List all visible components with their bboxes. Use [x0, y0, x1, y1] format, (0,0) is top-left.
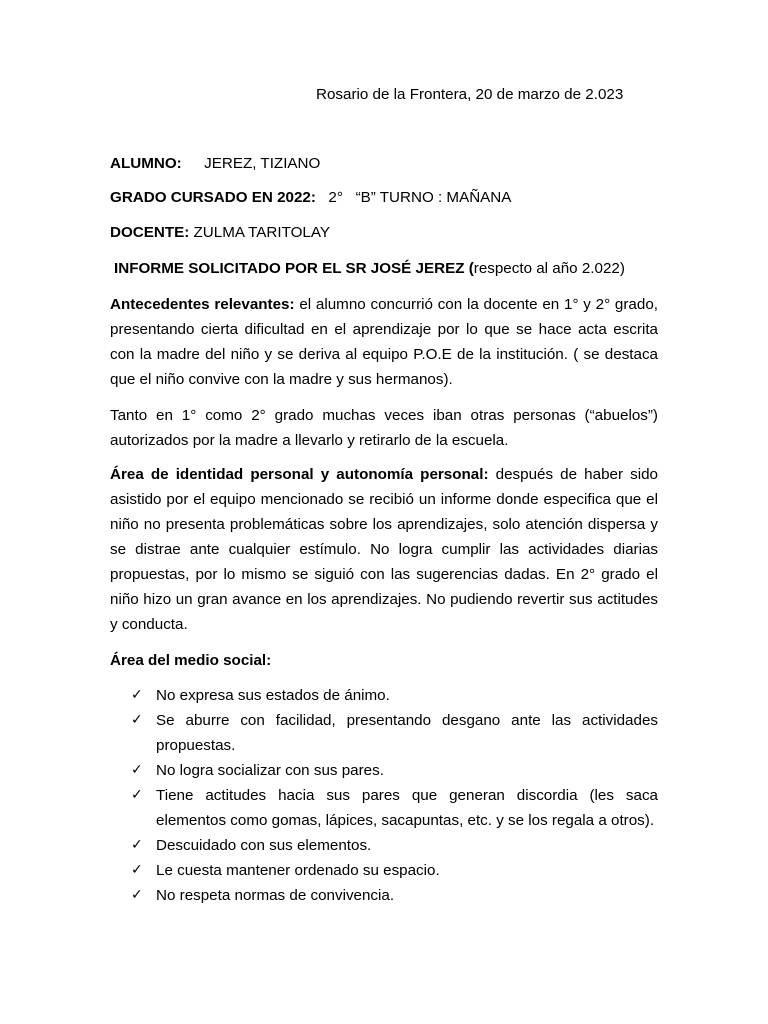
identidad-text: después de haber sido asistido por el equipo mencionado se recibió un informe donde especifica que el niño no presenta problemáticas sobre los aprendizajes, solo atención dispersa y se distrae ante cualquier estímulo. No logra cumplir las actividades diarias propuestas, por lo mismo se siguió con las sugerencias dadas. En 2° grado el niño hizo un gran avance en los aprendizajes. No pudiendo revertir sus actitudes y conducta. — [110, 466, 658, 633]
grado-line — [110, 188, 511, 208]
check-icon: ✓ — [131, 862, 143, 878]
medio-social-heading — [110, 651, 271, 671]
medio-social-checklist — [110, 683, 658, 908]
alumno-label: ALUMNO: — [110, 155, 182, 172]
check-icon: ✓ — [131, 712, 143, 728]
identidad-paragraph — [110, 462, 658, 637]
tanto-text: Tanto en 1° como 2° grado muchas veces iban otras personas (“abuelos”) autorizados por la madre a llevarlo y retirarlo de la escuela. — [110, 407, 658, 449]
grado-label: GRADO CURSADO EN 2022: — [110, 189, 316, 206]
list-item: ✓ Le cuesta mantener ordenado su espacio. — [110, 858, 658, 883]
check-icon: ✓ — [131, 787, 143, 803]
grado-value: 2° “B” TURNO : MAÑANA — [328, 189, 512, 206]
list-item: ✓ Se aburre con facilidad, presentando desgano ante las actividades propuestas. — [110, 708, 658, 758]
place-date: Rosario de la Frontera, 20 de marzo de 2.023 — [316, 86, 624, 103]
report-title-rest: respecto al año 2.022) — [473, 260, 625, 277]
check-icon: ✓ — [131, 762, 143, 778]
list-item: ✓ No logra socializar con sus pares. — [110, 758, 658, 783]
antecedentes-paragraph — [110, 292, 658, 392]
docente-line — [110, 223, 330, 243]
list-item: ✓ No respeta normas de convivencia. — [110, 883, 658, 908]
check-icon: ✓ — [131, 687, 143, 703]
report-title — [114, 259, 625, 279]
antecedentes-text: el alumno concurrió con la docente en 1° y 2° grado, presentando cierta dificultad en el aprendizaje por lo que se hace acta escrita con la madre del niño y se deriva al equipo P.O.E de la institución. ( se destaca que el niño convive con la madre y sus hermanos). — [110, 296, 658, 388]
list-item: ✓ Descuidado con sus elementos. — [110, 833, 658, 858]
alumno-value: JEREZ, TIZIANO — [204, 155, 321, 172]
docente-value: ZULMA TARITOLAY — [189, 224, 330, 241]
alumno-line — [110, 154, 320, 174]
list-item: ✓ Tiene actitudes hacia sus pares que generan discordia (les saca elementos como gomas, lápices, sacapuntas, etc. y se los regala a otros). — [110, 783, 658, 833]
document-page — [110, 0, 658, 1024]
check-icon: ✓ — [131, 887, 143, 903]
antecedentes-title: Antecedentes relevantes: — [110, 296, 295, 313]
check-icon: ✓ — [131, 837, 143, 853]
report-title-bold: INFORME SOLICITADO POR EL SR JOSÉ JEREZ ( — [114, 260, 474, 277]
medio-social-title: Área del medio social: — [110, 652, 272, 669]
list-item: ✓ No expresa sus estados de ánimo. — [110, 683, 658, 708]
tanto-paragraph — [110, 403, 658, 453]
docente-label: DOCENTE: — [110, 224, 190, 241]
identidad-title: Área de identidad personal y autonomía personal: — [110, 466, 489, 483]
